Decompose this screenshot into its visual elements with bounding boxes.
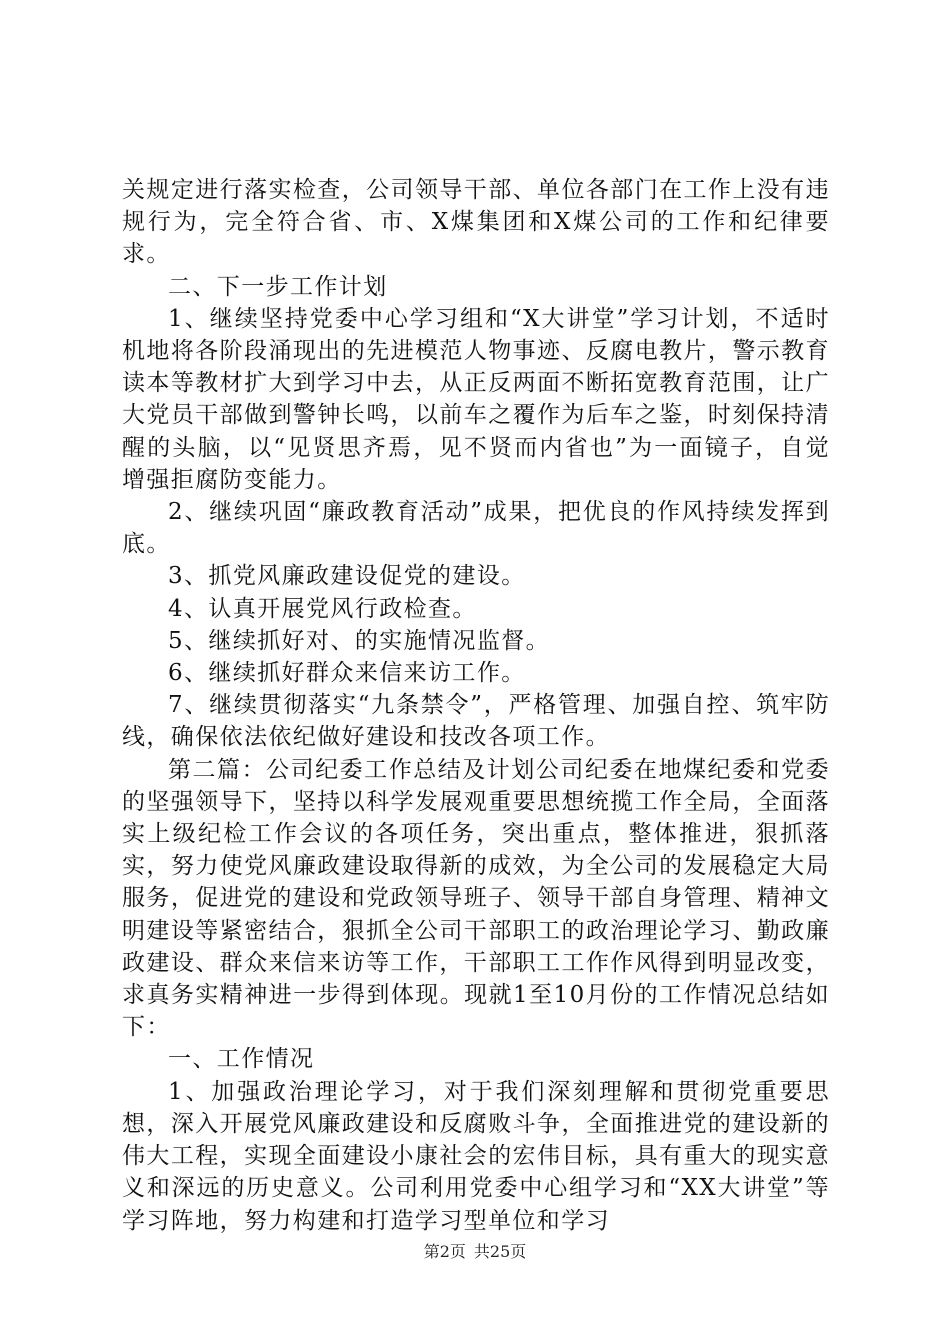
document-body [122,174,830,1237]
paragraph: 3、抓党风廉政建设促党的建设。 [168,563,526,590]
section-heading: 二、下一步工作计划 [168,273,388,300]
paragraph: 关规定进行落实检查，公司领导干部、单位各部门在工作上没有违规行为，完全符合省、市、X煤集团和X煤公司的工作和纪律要求。 [122,177,830,268]
paragraph: 7、继续贯彻落实“九条禁令”，严格管理、加强自控、筑牢防线，确保依法依纪做好建设和技改各项工作。 [122,692,830,751]
page-footer [0,1242,950,1262]
paragraph: 第二篇：公司纪委工作总结及计划公司纪委在地煤纪委和党委的坚强领导下，坚持以科学发展观重要思想统揽工作全局，全面落实上级纪检工作会议的各项任务，突出重点，整体推进，狠抓落实，努力使党风廉政建设取得新的成效，为全公司的发展稳定大局服务，促进党的建设和党政领导班子、领导干部自身管理、精神文明建设等紧密结合，狠抓全公司干部职工的政治理论学习、勤政廉政建设、群众来信来访等工作，干部职工工作作风得到明显改变，求真务实精神进一步得到体现。现就1至10月份的工作情况总结如下： [122,756,830,1041]
paragraph: 5、继续抓好对、的实施情况监督。 [168,627,551,654]
section-heading: 一、工作情况 [168,1046,315,1073]
paragraph: 4、认真开展党风行政检查。 [168,595,477,622]
page-total: 共25页 [473,1242,527,1261]
paragraph: 2、继续巩固“廉政教育活动”成果，把优良的作风持续发挥到底。 [122,499,830,558]
paragraph: 1、加强政治理论学习，对于我们深刻理解和贯彻党重要思想，深入开展党风廉政建设和反腐败斗争，全面推进党的建设新的伟大工程，实现全面建设小康社会的宏伟目标，具有重大的现实意义和深远的历史意义。公司利用党委中心组学习和“XX大讲堂”等学习阵地，努力构建和打造学习型单位和学习 [122,1078,830,1234]
paragraph: 1、继续坚持党委中心学习组和“X大讲堂”学习计划，不适时机地将各阶段涌现出的先进模范人物事迹、反腐电教片，警示教育读本等教材扩大到学习中去，从正反两面不断拓宽教育范围，让广大党员干部做到警钟长鸣，以前车之覆作为后车之鉴，时刻保持清醒的头脑，以“见贤思齐焉，见不贤而内省也”为一面镜子，自觉增强拒腐防变能力。 [122,305,830,493]
page-number: 第2页 [423,1242,466,1261]
paragraph: 6、继续抓好群众来信来访工作。 [168,660,526,687]
